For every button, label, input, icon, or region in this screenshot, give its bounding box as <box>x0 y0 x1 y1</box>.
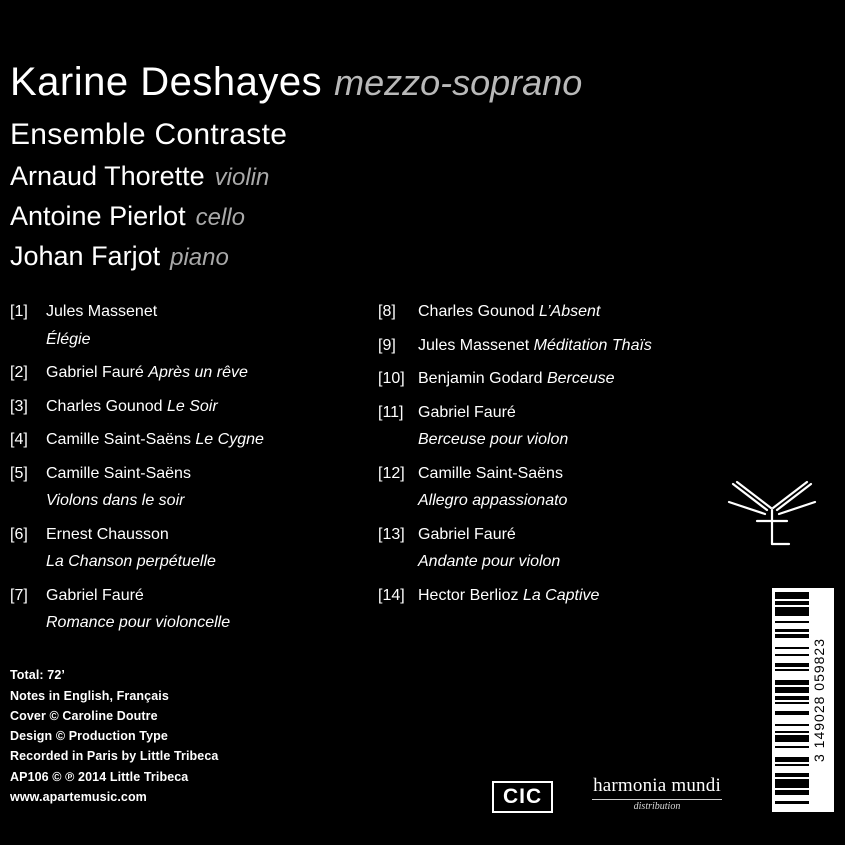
barcode-bar <box>775 671 809 680</box>
artist-role: mezzo-soprano <box>334 62 583 103</box>
track-row <box>378 521 758 576</box>
track-number: [8] <box>378 303 396 320</box>
track-number: [13] <box>378 525 405 543</box>
track-title <box>418 460 758 515</box>
track-title <box>418 298 758 326</box>
barcode-bar <box>775 715 809 724</box>
track-row <box>10 426 370 454</box>
track-work: Le Cygne <box>195 431 264 449</box>
track-number: [7] <box>10 586 28 604</box>
performer-instrument: cello <box>195 204 245 231</box>
track-composer: Charles Gounod <box>418 303 535 320</box>
track-title <box>418 582 758 610</box>
performer-name: Arnaud Thorette <box>10 161 205 191</box>
barcode-bar <box>775 704 809 711</box>
track-number: [3] <box>10 397 28 415</box>
performer-name: Johan Farjot <box>10 241 161 271</box>
credits-line: Notes in English, Français <box>10 688 169 703</box>
barcode-bars <box>775 592 809 808</box>
track-composer: Gabriel Fauré <box>418 403 516 421</box>
cic-logo: CIC <box>492 781 553 813</box>
track-composer: Gabriel Fauré <box>46 364 144 382</box>
header <box>10 60 710 272</box>
performer-row <box>10 161 710 192</box>
track-composer: Ernest Chausson <box>46 525 169 543</box>
track-title <box>418 332 758 360</box>
track-title <box>46 460 370 515</box>
track-row <box>10 582 370 637</box>
track-number: [10] <box>378 370 405 388</box>
performer-row <box>10 241 710 272</box>
track-composer: Jules Massenet <box>46 303 158 320</box>
track-row <box>10 359 370 387</box>
track-work: Violons dans le soir <box>46 492 185 510</box>
track-work: L’Absent <box>538 303 601 320</box>
track-title <box>46 426 370 454</box>
track-column-left <box>10 298 370 643</box>
track-row <box>10 460 370 515</box>
track-row <box>378 332 758 360</box>
track-work: Berceuse pour violon <box>418 431 569 449</box>
track-title <box>418 365 758 393</box>
artist-line <box>10 60 710 104</box>
track-work: Élégie <box>46 330 91 348</box>
track-work: Romance pour violoncelle <box>46 614 231 632</box>
track-title <box>418 399 758 454</box>
track-number: [14] <box>378 586 405 604</box>
credits-line: Total: 72’ <box>10 668 65 683</box>
credits-line: Cover © Caroline Doutre <box>10 708 158 723</box>
track-number: [6] <box>10 525 28 543</box>
track-title <box>46 298 370 353</box>
harmonia-mundi-logo <box>592 776 722 812</box>
track-row <box>10 393 370 421</box>
track-title <box>46 582 370 637</box>
track-work: Le Soir <box>166 397 218 415</box>
performer-instrument: piano <box>170 244 229 271</box>
barcode-digits: 3 149028 059823 <box>811 638 827 762</box>
credits-line: Design © Production Type <box>10 729 168 743</box>
track-composer: Camille Saint-Saëns <box>46 464 191 482</box>
track-title <box>46 393 370 421</box>
aparte-logo-icon <box>727 480 817 550</box>
track-row <box>378 365 758 393</box>
track-work: Berceuse <box>546 370 615 388</box>
credits-line: AP106 © ℗ 2014 Little Tribeca <box>10 769 189 784</box>
harmonia-mundi-name: harmonia mundi <box>593 775 721 797</box>
barcode-bar <box>775 779 809 788</box>
track-title <box>418 521 758 576</box>
track-row <box>378 460 758 515</box>
barcode-bar <box>775 804 809 808</box>
ensemble-name: Ensemble Contraste <box>10 118 288 151</box>
barcode-bar <box>775 623 809 630</box>
track-composer: Jules Massenet <box>418 336 530 354</box>
barcode-bar <box>775 656 809 663</box>
track-title <box>46 521 370 576</box>
track-work: Andante pour violon <box>418 553 561 571</box>
track-work: Après un rêve <box>148 364 248 382</box>
track-composer: Camille Saint-Saëns <box>46 431 191 449</box>
performer-instrument: violin <box>214 164 270 191</box>
barcode-bar <box>775 607 809 616</box>
credits-block <box>10 665 218 807</box>
track-number: [9] <box>378 336 396 354</box>
track-row <box>378 399 758 454</box>
barcode-bar <box>775 592 809 599</box>
barcode <box>772 588 834 812</box>
track-work: Méditation Thaïs <box>533 336 652 354</box>
track-number: [11] <box>378 403 404 421</box>
track-composer: Charles Gounod <box>46 397 163 415</box>
track-row <box>10 298 370 353</box>
track-row <box>10 521 370 576</box>
barcode-bar <box>775 766 809 773</box>
track-composer: Gabriel Fauré <box>46 586 144 604</box>
track-composer: Gabriel Fauré <box>418 525 516 543</box>
barcode-bar <box>775 687 809 694</box>
harmonia-mundi-subtitle: distribution <box>592 799 722 812</box>
track-work: La Chanson perpétuelle <box>46 553 216 571</box>
track-work: La Captive <box>522 586 600 604</box>
track-row <box>378 298 758 326</box>
track-work: Allegro appassionato <box>418 492 568 510</box>
track-number: [12] <box>378 464 405 482</box>
barcode-bar <box>775 795 809 802</box>
barcode-bar <box>775 638 809 647</box>
track-number: [4] <box>10 431 28 449</box>
performer-row <box>10 201 710 232</box>
barcode-bar <box>775 735 809 742</box>
track-number: [1] <box>10 303 28 320</box>
credits-line: Recorded in Paris by Little Tribeca <box>10 749 219 764</box>
track-title <box>46 359 370 387</box>
credits-line-website[interactable]: www.apartemusic.com <box>10 789 147 804</box>
track-composer: Benjamin Godard <box>418 370 543 388</box>
barcode-bar <box>775 748 809 757</box>
performer-name: Antoine Pierlot <box>10 201 186 231</box>
artist-name: Karine Deshayes <box>10 60 323 104</box>
track-composer: Camille Saint-Saëns <box>418 464 563 482</box>
track-number: [2] <box>10 364 28 382</box>
track-column-right <box>378 298 758 615</box>
track-composer: Hector Berlioz <box>418 586 519 604</box>
track-number: [5] <box>10 464 28 482</box>
track-row <box>378 582 758 610</box>
